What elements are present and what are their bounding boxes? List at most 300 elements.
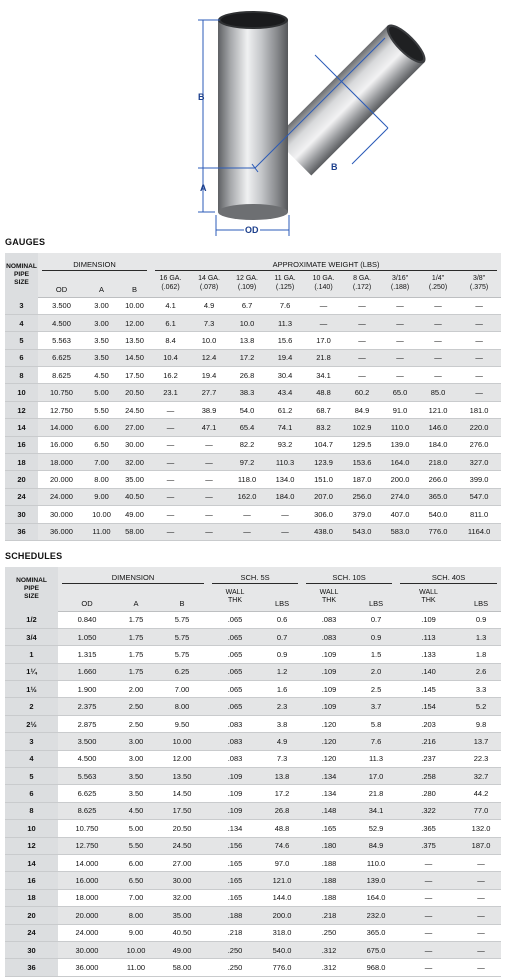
table-cell: 10.750	[38, 384, 85, 401]
nominal-header-line: PIPE	[23, 585, 40, 592]
nominal-header-line: SIZE	[24, 593, 39, 600]
col-b: B	[156, 584, 208, 611]
table-cell: 4.50	[85, 367, 118, 384]
nominal-size-cell: 8	[5, 367, 38, 384]
table-cell: 7.00	[156, 681, 208, 698]
table-cell: .083	[208, 733, 262, 750]
nominal-size-cell: 20	[5, 471, 38, 488]
table-cell: 232.0	[356, 907, 396, 924]
table-cell: .250	[208, 941, 262, 958]
table-cell: 276.0	[457, 436, 501, 453]
schedules-table	[5, 567, 501, 977]
table-cell: 9.00	[116, 924, 156, 941]
sch10s-header	[302, 567, 396, 584]
table-cell: 306.0	[304, 506, 343, 523]
table-cell: .065	[208, 698, 262, 715]
table-cell: 4.500	[38, 314, 85, 331]
table-cell: 200.0	[262, 907, 302, 924]
table-cell: 8.00	[116, 907, 156, 924]
table-cell: 5.8	[356, 715, 396, 732]
table-cell: 13.8	[228, 332, 266, 349]
table-cell: 1.900	[58, 681, 116, 698]
table-cell: 776.0	[262, 959, 302, 976]
table-row	[5, 785, 501, 802]
group-header-text: SCH. 10S	[306, 573, 392, 584]
table-cell: 3.8	[262, 715, 302, 732]
col-a: A	[116, 584, 156, 611]
table-cell: .133	[396, 646, 461, 663]
table-cell: 6.50	[116, 872, 156, 889]
table-cell: 6.00	[85, 419, 118, 436]
table-cell: 10.750	[58, 820, 116, 837]
table-cell: 8.625	[58, 802, 116, 819]
table-cell: 6.625	[58, 785, 116, 802]
table-row	[5, 523, 501, 540]
table-cell: 48.8	[262, 820, 302, 837]
table-cell: —	[151, 506, 190, 523]
table-cell: —	[457, 349, 501, 366]
nominal-size-cell: 1½	[5, 681, 58, 698]
table-cell: 10.00	[118, 297, 151, 314]
table-cell: —	[343, 367, 381, 384]
col-bottom: (.250)	[428, 283, 448, 291]
table-cell: —	[343, 332, 381, 349]
table-cell: 17.50	[118, 367, 151, 384]
table-cell: 10.0	[190, 332, 228, 349]
col-bottom: (.140)	[314, 283, 333, 291]
table-cell: .188	[302, 854, 356, 871]
schedules-dimension-header	[58, 567, 208, 584]
col-14ga	[190, 271, 228, 297]
col-5s-wall	[208, 584, 262, 611]
table-cell: 84.9	[343, 401, 381, 418]
table-cell: 184.0	[419, 436, 457, 453]
table-cell: 4.500	[58, 750, 116, 767]
table-cell: 6.625	[38, 349, 85, 366]
nominal-size-cell: 3	[5, 733, 58, 750]
table-row	[5, 488, 501, 505]
table-cell: —	[343, 297, 381, 314]
wall-bottom: THK	[421, 597, 436, 605]
table-cell: 17.0	[356, 768, 396, 785]
table-cell: 22.3	[461, 750, 501, 767]
table-cell: 200.0	[381, 471, 419, 488]
nominal-size-cell: 24	[5, 488, 38, 505]
table-cell: 3.00	[116, 750, 156, 767]
table-cell: 968.0	[356, 959, 396, 976]
table-cell: —	[151, 471, 190, 488]
table-cell: .140	[396, 663, 461, 680]
table-cell: 379.0	[343, 506, 381, 523]
nominal-size-cell: 18	[5, 454, 38, 471]
table-cell: —	[151, 419, 190, 436]
table-cell: .258	[396, 768, 461, 785]
weight-header-text: APPROXIMATE WEIGHT (LBS)	[155, 260, 497, 271]
table-cell: —	[396, 941, 461, 958]
col-40s-lbs: LBS	[461, 584, 501, 611]
nominal-size-cell: 2	[5, 698, 58, 715]
table-cell: —	[396, 959, 461, 976]
nominal-size-cell: 14	[5, 854, 58, 871]
table-cell: —	[419, 297, 457, 314]
table-cell: 218.0	[419, 454, 457, 471]
table-cell: .165	[208, 854, 262, 871]
table-cell: 1.75	[116, 663, 156, 680]
table-cell: 34.1	[356, 802, 396, 819]
table-cell: .203	[396, 715, 461, 732]
table-cell: 13.50	[118, 332, 151, 349]
table-cell: 2.50	[116, 698, 156, 715]
nominal-size-cell: 1	[5, 646, 58, 663]
table-cell: 7.3	[262, 750, 302, 767]
sch40s-header	[396, 567, 501, 584]
table-cell: 14.000	[38, 419, 85, 436]
table-cell: 30.000	[38, 506, 85, 523]
table-cell: .065	[208, 681, 262, 698]
table-row	[5, 907, 501, 924]
col-10s-lbs: LBS	[356, 584, 396, 611]
table-cell: 16.000	[38, 436, 85, 453]
table-cell: 1.75	[116, 611, 156, 628]
table-cell: 13.8	[262, 768, 302, 785]
table-cell: .154	[396, 698, 461, 715]
col-12ga	[228, 271, 266, 297]
table-cell: 6.7	[228, 297, 266, 314]
table-cell: 318.0	[262, 924, 302, 941]
col-11ga	[266, 271, 304, 297]
table-cell: —	[190, 523, 228, 540]
table-cell: .109	[302, 698, 356, 715]
table-cell: 164.0	[381, 454, 419, 471]
table-cell: .120	[302, 715, 356, 732]
table-cell: 49.00	[156, 941, 208, 958]
table-cell: .065	[208, 646, 262, 663]
table-cell: 3.50	[85, 332, 118, 349]
table-cell: —	[461, 924, 501, 941]
nominal-size-cell: 30	[5, 941, 58, 958]
wall-bottom: THK	[228, 597, 243, 605]
table-cell: 7.00	[116, 889, 156, 906]
table-cell: 35.00	[156, 907, 208, 924]
table-row	[5, 663, 501, 680]
table-cell: 5.00	[116, 820, 156, 837]
table-cell: .109	[302, 681, 356, 698]
table-cell: 8.00	[85, 471, 118, 488]
nominal-header-line: NOMINAL	[6, 263, 37, 270]
table-cell: 1.050	[58, 628, 116, 645]
table-cell: —	[151, 454, 190, 471]
table-cell: 7.6	[356, 733, 396, 750]
table-cell: 68.7	[304, 401, 343, 418]
table-cell: .188	[302, 872, 356, 889]
table-cell: 32.7	[461, 768, 501, 785]
table-cell: —	[396, 854, 461, 871]
col-top: 14 GA.	[198, 275, 220, 283]
table-cell: 129.5	[343, 436, 381, 453]
table-cell: 11.00	[116, 959, 156, 976]
table-cell: 438.0	[304, 523, 343, 540]
table-cell: 10.4	[151, 349, 190, 366]
table-row	[5, 820, 501, 837]
table-cell: .250	[208, 959, 262, 976]
table-cell: —	[419, 332, 457, 349]
nominal-size-cell: 5	[5, 332, 38, 349]
table-cell: 10.0	[228, 314, 266, 331]
table-row	[5, 349, 501, 366]
table-cell: .065	[208, 611, 262, 628]
table-cell: 7.00	[85, 454, 118, 471]
table-cell: 0.9	[262, 646, 302, 663]
col-top: 8 GA.	[353, 275, 371, 283]
table-row	[5, 941, 501, 958]
table-cell: 54.0	[228, 401, 266, 418]
table-cell: 2.5	[356, 681, 396, 698]
table-cell: 121.0	[419, 401, 457, 418]
table-cell: 27.00	[118, 419, 151, 436]
gauges-weight-header	[151, 253, 501, 271]
table-row	[5, 297, 501, 314]
table-cell: —	[228, 523, 266, 540]
col-top: 3/16"	[391, 275, 409, 283]
table-cell: 16.000	[58, 872, 116, 889]
table-cell: 58.00	[156, 959, 208, 976]
table-cell: —	[228, 506, 266, 523]
table-cell: 14.000	[58, 854, 116, 871]
table-cell: 82.2	[228, 436, 266, 453]
table-cell: —	[381, 332, 419, 349]
table-cell: 132.0	[461, 820, 501, 837]
table-cell: 52.9	[356, 820, 396, 837]
table-cell: 811.0	[457, 506, 501, 523]
table-cell: 118.0	[228, 471, 266, 488]
table-cell: 35.00	[118, 471, 151, 488]
nominal-size-cell: 6	[5, 785, 58, 802]
table-cell: 91.0	[381, 401, 419, 418]
table-cell: 0.9	[461, 611, 501, 628]
table-cell: 7.6	[266, 297, 304, 314]
table-cell: 84.9	[356, 837, 396, 854]
nominal-size-cell: 5	[5, 768, 58, 785]
table-cell: 18.000	[38, 454, 85, 471]
table-cell: 0.6	[262, 611, 302, 628]
table-row	[5, 367, 501, 384]
col-bottom: (.062)	[161, 283, 180, 291]
table-cell: 40.50	[156, 924, 208, 941]
table-cell: —	[461, 872, 501, 889]
table-cell: —	[457, 332, 501, 349]
table-row	[5, 889, 501, 906]
table-cell: 6.1	[151, 314, 190, 331]
col-bottom: (.125)	[275, 283, 295, 291]
table-cell: 17.2	[228, 349, 266, 366]
table-row	[5, 681, 501, 698]
nominal-size-cell: 18	[5, 889, 58, 906]
gauges-table	[5, 253, 501, 541]
table-cell: 24.50	[156, 837, 208, 854]
table-row	[5, 768, 501, 785]
table-row	[5, 837, 501, 854]
gauges-table-body	[5, 297, 501, 540]
table-cell: 83.2	[304, 419, 343, 436]
table-cell: 2.375	[58, 698, 116, 715]
table-cell: 2.00	[116, 681, 156, 698]
table-row	[5, 436, 501, 453]
col-8ga	[343, 271, 381, 297]
table-cell: .165	[302, 820, 356, 837]
table-row	[5, 733, 501, 750]
nominal-header-line: SIZE	[14, 279, 29, 286]
table-cell: .083	[302, 611, 356, 628]
nominal-size-cell: 1¼	[5, 663, 58, 680]
table-row	[5, 401, 501, 418]
table-cell: .165	[208, 889, 262, 906]
table-cell: 6.25	[156, 663, 208, 680]
table-cell: 61.2	[266, 401, 304, 418]
table-cell: 40.50	[118, 488, 151, 505]
table-row	[5, 872, 501, 889]
nominal-size-cell: 12	[5, 401, 38, 418]
table-cell: 13.7	[461, 733, 501, 750]
table-cell: 27.7	[190, 384, 228, 401]
table-cell: 1.75	[116, 628, 156, 645]
table-cell: 7.3	[190, 314, 228, 331]
table-cell: 24.000	[58, 924, 116, 941]
table-row	[5, 384, 501, 401]
gauges-nominal-header	[5, 253, 38, 297]
table-cell: .083	[302, 628, 356, 645]
col-top: 16 GA.	[159, 275, 182, 283]
table-cell: 74.1	[266, 419, 304, 436]
nominal-size-cell: 10	[5, 384, 38, 401]
table-cell: 0.9	[356, 628, 396, 645]
nominal-size-cell: 6	[5, 349, 38, 366]
table-cell: 121.0	[262, 872, 302, 889]
table-cell: .109	[208, 785, 262, 802]
table-cell: 162.0	[228, 488, 266, 505]
dimension-a-label: A	[200, 183, 207, 193]
table-cell: 0.7	[356, 611, 396, 628]
table-cell: 365.0	[356, 924, 396, 941]
table-cell: —	[381, 367, 419, 384]
table-cell: 16.2	[151, 367, 190, 384]
table-cell: 20.50	[156, 820, 208, 837]
table-row	[5, 611, 501, 628]
nominal-size-cell: 8	[5, 802, 58, 819]
nominal-size-cell: 3/4	[5, 628, 58, 645]
table-cell: 1.6	[262, 681, 302, 698]
table-cell: 4.50	[116, 802, 156, 819]
table-cell: 1.75	[116, 646, 156, 663]
col-10ga	[304, 271, 343, 297]
nominal-header-line: NOMINAL	[16, 577, 47, 584]
table-row	[5, 959, 501, 976]
table-cell: 10.00	[85, 506, 118, 523]
table-cell: 3.50	[116, 785, 156, 802]
table-cell: —	[151, 401, 190, 418]
table-cell: 0.7	[262, 628, 302, 645]
table-cell: 187.0	[343, 471, 381, 488]
table-cell: 2.0	[356, 663, 396, 680]
table-cell: —	[381, 314, 419, 331]
gauges-title: GAUGES	[5, 237, 46, 247]
table-cell: 12.00	[118, 314, 151, 331]
table-cell: .312	[302, 941, 356, 958]
nominal-size-cell: 36	[5, 959, 58, 976]
table-cell: 27.00	[156, 854, 208, 871]
table-cell: 97.2	[228, 454, 266, 471]
table-cell: 24.50	[118, 401, 151, 418]
table-cell: .165	[208, 872, 262, 889]
col-3-8	[457, 271, 501, 297]
table-cell: —	[190, 488, 228, 505]
table-cell: 30.4	[266, 367, 304, 384]
table-cell: 266.0	[419, 471, 457, 488]
table-cell: .188	[302, 889, 356, 906]
table-cell: —	[304, 314, 343, 331]
table-row	[5, 854, 501, 871]
col-3-16	[381, 271, 419, 297]
table-cell: 11.3	[356, 750, 396, 767]
table-cell: 36.000	[38, 523, 85, 540]
table-cell: —	[190, 454, 228, 471]
table-cell: .180	[302, 837, 356, 854]
table-cell: .083	[208, 715, 262, 732]
table-cell: 543.0	[343, 523, 381, 540]
table-row	[5, 628, 501, 645]
table-cell: 123.9	[304, 454, 343, 471]
table-cell: 12.00	[156, 750, 208, 767]
table-cell: 0.840	[58, 611, 116, 628]
table-cell: .120	[302, 750, 356, 767]
table-cell: 14.50	[156, 785, 208, 802]
wall-top: WALL	[319, 588, 339, 596]
table-cell: 30.00	[118, 436, 151, 453]
table-cell: —	[190, 471, 228, 488]
table-cell: 38.9	[190, 401, 228, 418]
table-cell: 144.0	[262, 889, 302, 906]
table-cell: 14.50	[118, 349, 151, 366]
table-cell: .134	[302, 768, 356, 785]
table-cell: 110.3	[266, 454, 304, 471]
col-bottom: (.172)	[352, 283, 372, 291]
nominal-size-cell: 12	[5, 837, 58, 854]
table-cell: .312	[302, 959, 356, 976]
table-cell: 12.750	[58, 837, 116, 854]
col-bottom: (.375)	[469, 283, 489, 291]
table-cell: 220.0	[457, 419, 501, 436]
wall-bottom: THK	[322, 597, 337, 605]
table-cell: 2.875	[58, 715, 116, 732]
table-cell: —	[396, 924, 461, 941]
table-cell: 34.1	[304, 367, 343, 384]
table-cell: —	[343, 314, 381, 331]
table-cell: —	[457, 297, 501, 314]
nominal-size-cell: 10	[5, 820, 58, 837]
nominal-size-cell: 16	[5, 872, 58, 889]
table-cell: 3.00	[116, 733, 156, 750]
table-cell: 110.0	[381, 419, 419, 436]
table-cell: 1164.0	[457, 523, 501, 540]
table-cell: .120	[302, 733, 356, 750]
table-cell: —	[396, 907, 461, 924]
table-cell: 776.0	[419, 523, 457, 540]
table-cell: 4.9	[262, 733, 302, 750]
table-cell: 43.4	[266, 384, 304, 401]
schedules-table-body	[5, 611, 501, 976]
table-cell: 12.750	[38, 401, 85, 418]
table-cell: 5.50	[85, 401, 118, 418]
table-cell: 540.0	[262, 941, 302, 958]
